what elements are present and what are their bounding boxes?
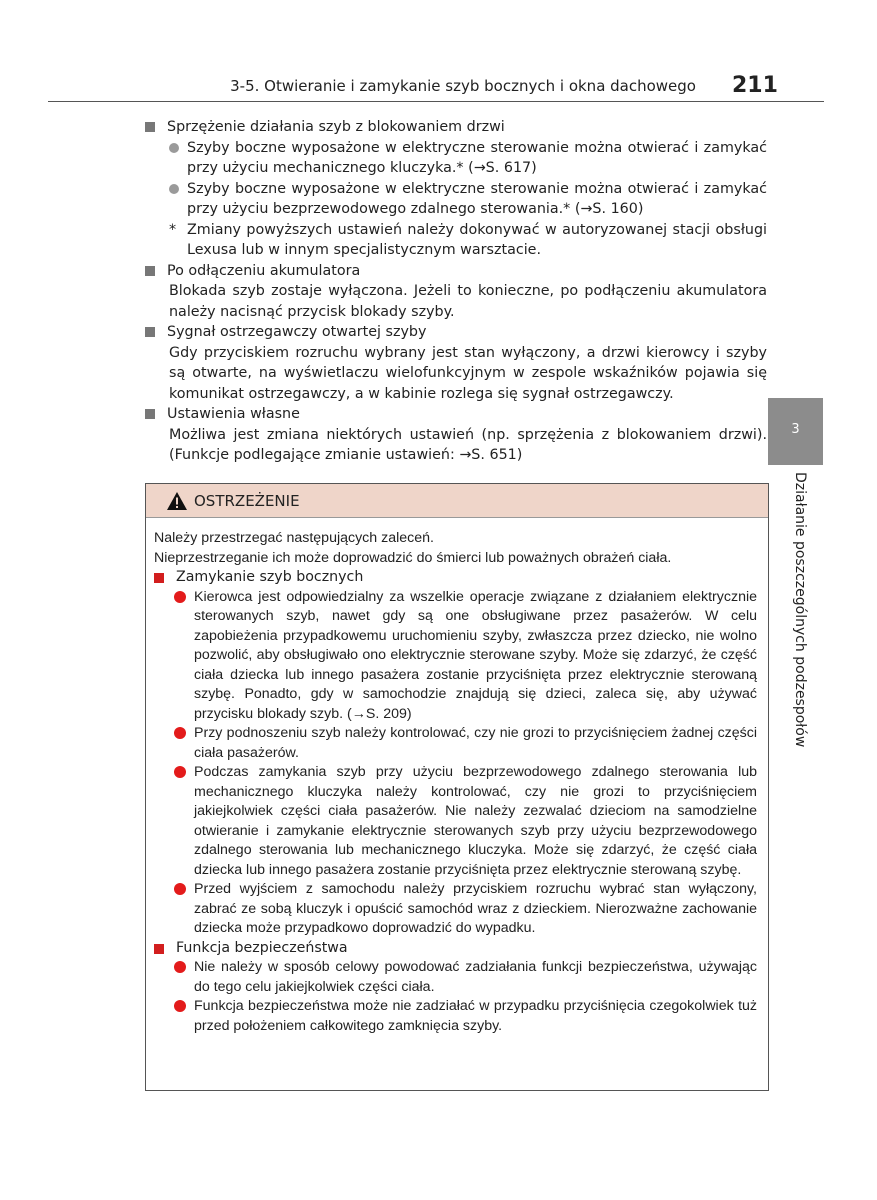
- list-item: Podczas zamykania szyb przy użyciu bezprzewodowego zdalnego sterowania lub mechanicznego kluczyka należy kontrolować, czy nie grozi to przyciśnięciem jakiejkolwiek części ciała pasażerów. Nie należy zezwalać dzieciom na samodzielne otwieranie i zamykanie elektrycznie sterowanych szyb przy użyciu bezprzewodowego zdalnego sterowania lub mechanicznego kluczyka. Może się zdarzyć, że część ciała dziecka lub innego pasażera zostanie przyciśnięta przez elektrycznie sterowaną szybę.: [154, 763, 757, 880]
- warning-header: [146, 484, 768, 518]
- list-item: Funkcja bezpieczeństwa może nie zadziałać w przypadku przyciśnięcia czegokolwiek tuż przed położeniem całkowitego zamknięcia szyby.: [154, 997, 757, 1036]
- header-title: 3-5. Otwieranie i zamykanie szyb bocznych i okna dachowego: [230, 77, 696, 95]
- list-item: Kierowca jest odpowiedzialny za wszelkie operacje związane z działaniem elektrycznie sterowanych szyb, nawet gdy są one obsługiwane przez pasażerów. W celu zapobieżenia przypadkowemu uruchomieniu szyby, zwłaszcza przez dziecko, nie wolno pozwolić, aby obsługiwało ono elektrycznie sterowane szyby. Może się zdarzyć, że część ciała dziecka lub innego pasażera zostanie przyciśnięta przez elektrycznie sterowaną szybę. Ponadto, gdy w samochodzie znajdują się dzieci, zaleca się, aby używać przycisku blokady szyb. (→S. 209): [154, 588, 757, 725]
- warning-group-heading: Zamykanie szyb bocznych: [154, 568, 757, 588]
- round-bullet-icon: [169, 184, 179, 194]
- list-item: Nie należy w sposób celowy powodować zadziałania funkcji bezpieczeństwa, używając do tego celu jakiejkolwiek części ciała.: [154, 958, 757, 997]
- square-bullet-icon: [145, 327, 155, 337]
- list-item: Przed wyjściem z samochodu należy przyciskiem rozruchu wybrać stan wyłączony, zabrać ze sobą kluczyk i opuścić samochód wraz z dzieckiem. Nierozważne zachowanie dziecka może przypadkowo doprowadzić do wypadku.: [154, 880, 757, 939]
- section-heading: Po odłączeniu akumulatora: [145, 261, 767, 282]
- page-number: 211: [732, 73, 778, 98]
- warning-intro: Nieprzestrzeganie ich może doprowadzić do śmierci lub poważnych obrażeń ciała.: [154, 549, 672, 566]
- chapter-tab: 3: [768, 398, 823, 465]
- chapter-label: Działanie poszczególnych podzespołów: [792, 472, 808, 748]
- warning-body: [154, 529, 757, 1036]
- red-bullet-icon: [174, 591, 186, 603]
- list-item: Szyby boczne wyposażone w elektryczne sterowanie można otwierać i zamykać przy użyciu bezprzewodowego zdalnego sterowania.* (→S. 160): [145, 179, 767, 220]
- warning-box: [145, 483, 769, 1091]
- list-item: Szyby boczne wyposażone w elektryczne sterowanie można otwierać i zamykać przy użyciu mechanicznego kluczyka.* (→S. 617): [145, 138, 767, 179]
- footnote: * Zmiany powyższych ustawień należy dokonywać w autoryzowanej stacji obsługi Lexusa lub w innym specjalistycznym warsztacie.: [169, 221, 767, 258]
- square-bullet-icon: [154, 944, 164, 954]
- main-content: [145, 117, 767, 466]
- warning-icon: [166, 491, 188, 511]
- red-bullet-icon: [174, 961, 186, 973]
- warning-title: OSTRZEŻENIE: [194, 491, 300, 510]
- red-bullet-icon: [174, 883, 186, 895]
- square-bullet-icon: [154, 573, 164, 583]
- warning-group-heading: Funkcja bezpieczeństwa: [154, 939, 757, 959]
- warning-intro: Należy przestrzegać następujących zaleceń.: [154, 530, 434, 546]
- square-bullet-icon: [145, 122, 155, 132]
- square-bullet-icon: [145, 266, 155, 276]
- round-bullet-icon: [169, 143, 179, 153]
- red-bullet-icon: [174, 1000, 186, 1012]
- section-text: Gdy przyciskiem rozruchu wybrany jest stan wyłączony, a drzwi kierowcy i szyby są otwarte, na wyświetlaczu wielofunkcyjnym w zespole wskaźników pojawia się komunikat ostrzegawczy, a w kabinie rozlega się sygnał ostrzegawczy.: [169, 344, 767, 402]
- red-bullet-icon: [174, 766, 186, 778]
- section-heading: Ustawienia własne: [145, 404, 767, 425]
- section-heading: Sprzężenie działania szyb z blokowaniem drzwi: [145, 117, 767, 138]
- square-bullet-icon: [145, 409, 155, 419]
- red-bullet-icon: [174, 727, 186, 739]
- header-rule: [48, 101, 824, 102]
- list-item: Przy podnoszeniu szyb należy kontrolować, czy nie grozi to przyciśnięciem żadnej części ciała pasażerów.: [154, 724, 757, 763]
- section-heading: Sygnał ostrzegawczy otwartej szyby: [145, 322, 767, 343]
- section-text: Możliwa jest zmiana niektórych ustawień (np. sprzężenia z blokowaniem drzwi). (Funkcje podlegające zmianie ustawień: →S. 651): [169, 426, 767, 463]
- section-text: Blokada szyb zostaje wyłączona. Jeżeli to konieczne, po podłączeniu akumulatora należy nacisnąć przycisk blokady szyby.: [169, 283, 767, 320]
